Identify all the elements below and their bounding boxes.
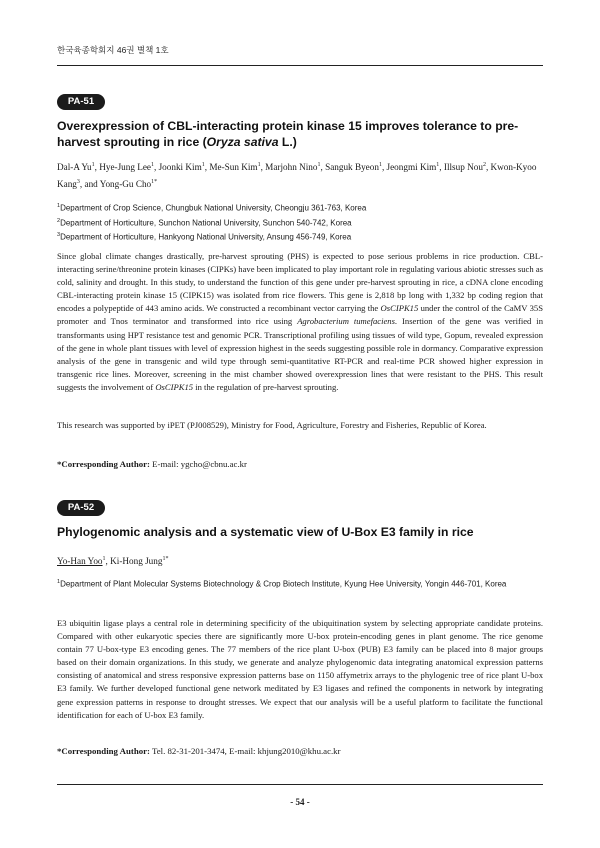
header-rule [57, 65, 543, 66]
author-list: Yo-Han Yoo$^1$, Ki-Hong Jung$^{1*}$ [57, 556, 169, 567]
author-name: Hye-Jung Lee [99, 162, 152, 173]
author-name: Yo-Han Yoo [57, 556, 103, 567]
author-list: Dal-A Yu$^1$, Hye-Jung Lee$^1$, Joonki Kim$^1$, Me-Sun Kim$^1$, Marjohn Nino$^1$, Sanguk Byeon$^1$, Jeongmi Kim$^1$, Illsup Nou$^2$, Kwon-Kyoo Kang$^3$, and Yong-Gu Cho$^{1*}$ [57, 162, 537, 190]
affiliation-item: $^1$Department of Crop Science, Chungbuk National University, Cheongju 361-763, Korea [57, 203, 367, 213]
affiliation-list [57, 576, 543, 591]
author-name: Yong-Gu Cho [99, 179, 152, 190]
author-name: Dal-A Yu [57, 162, 92, 173]
corresponding-author: *Corresponding Author: E-mail: ygcho@cbnu.ac.kr [57, 459, 247, 469]
abstract-title: Phylogenomic analysis and a systematic view of U-Box E3 family in rice [57, 525, 474, 539]
page-number: - 54 - [290, 797, 310, 807]
corresponding-contact: E-mail: ygcho@cbnu.ac.kr [149, 459, 247, 469]
author-name: Joonki Kim [158, 162, 202, 173]
affiliation-item: $^2$Department of Horticulture, Sunchon National University, Sunchon 540-742, Korea [57, 217, 352, 228]
author-name: Kwon-Kyoo Kang [57, 162, 537, 190]
author-name: Illsup Nou [443, 162, 483, 173]
author-name: Me-Sun Kim [209, 162, 258, 173]
acknowledgement: This research was supported by iPET (PJ008529), Ministry for Food, Agriculture, Forestry and Fisheries, Republic of Korea. [57, 420, 487, 430]
corresponding-author: *Corresponding Author: Tel. 82-31-201-3474, E-mail: khjung2010@khu.ac.kr [57, 746, 341, 756]
abstract-badge: PA-51 [57, 94, 105, 110]
abstract-title: Overexpression of CBL-interacting protein kinase 15 improves tolerance to pre-harvest sprouting in rice (Oryza sativa L.) [57, 119, 519, 149]
running-header: 한국육종학회지 46권 별책 1호 [57, 45, 169, 55]
author-name: Sanguk Byeon [325, 162, 379, 173]
author-name: Marjohn Nino [265, 162, 318, 173]
author-name: Ki-Hong Jung [110, 556, 163, 567]
corresponding-contact: Tel. 82-31-201-3474, E-mail: khjung2010@khu.ac.kr [149, 746, 341, 756]
author-name: Jeongmi Kim [386, 162, 437, 173]
abstract-body: E3 ubiquitin ligase plays a central role in determining specificity of the ubiquitination system by selecting appropriate candidate proteins. Compared with other eukaryotic species there are significantly more U-box protein-encoding genes in plant genome. The rice genome contain 77 U-box-type E3 encoding genes. The 77 members of the rice plant U-box (PUB) E3 family can be placed into 8 major groups based on their domain organizations. In this study, we generate and analyze phylogenomic data integrating anatomical expression patterns consisting of anatomical and stress responsive expression patterns base on 1150 affymetrix arrays to the phylogenic tree of rice plant U-box E3 family. We further developed functional gene network meditated by E3 ligases and refined the components in network by integrating gene expression patterns in response to drought stresses. We expect that our analysis will be a useful platform to facilitate the functional identification for each of U-box E3 family. [57, 618, 543, 720]
footer-rule [57, 784, 543, 785]
affiliation-list [57, 200, 543, 244]
abstract-badge: PA-52 [57, 500, 105, 516]
affiliation-item: $^3$Department of Horticulture, Hankyong National University, Ansung 456-749, Korea [57, 232, 352, 242]
abstract-body: Since global climate changes drastically, pre-harvest sprouting (PHS) is expected to pose serious problems in rice production. CBL-interacting serine/threonine protein kinases (CIPKs) have been implicated to play important role in regulating various abiotic stresses such as cold, salinity and drought. In this study, to understand the function of this gene under pre-harvest sprouting in rice, a cDNA clone encoding CBL-interacting protein kinase 15 (CIPK15) was isolated from rice flowers. This gene is 2,818 bp long with 1,332 bp coding region that encodes a polypeptide of 443 amino acids. We constructed a recombinant vector carrying the OsCIPK15 under the control of the CaMV 35S promoter and Tnos terminator and transformed into rice using Agrobacterium tumefaciens. Insertion of the gene was verified in transformants using HPT resistance test and genomic PCR. Transcriptional profiling using tissues of wild type, Gopum, revealed expression of the gene in whole plant tissues with level of expression highest in the seeds suggesting possible role in dormancy. Comparative expression analysis of the gene in transgenic and wild type through semi-quantitative RT-PCR and real-time PCR showed higher expression in transgenic rice lines. Moreover, screening in the mist chamber showed overexpression lines that were resistant to the PHS. This result suggests the involvement of OsCIPK15 in the regulation of pre-harvest sprouting. [57, 251, 543, 392]
affiliation-item: $^1$Department of Plant Molecular Systems Biotechnology & Crop Biotech Institute, Kyung Hee University, Yongin 446-701, Korea [57, 579, 507, 589]
